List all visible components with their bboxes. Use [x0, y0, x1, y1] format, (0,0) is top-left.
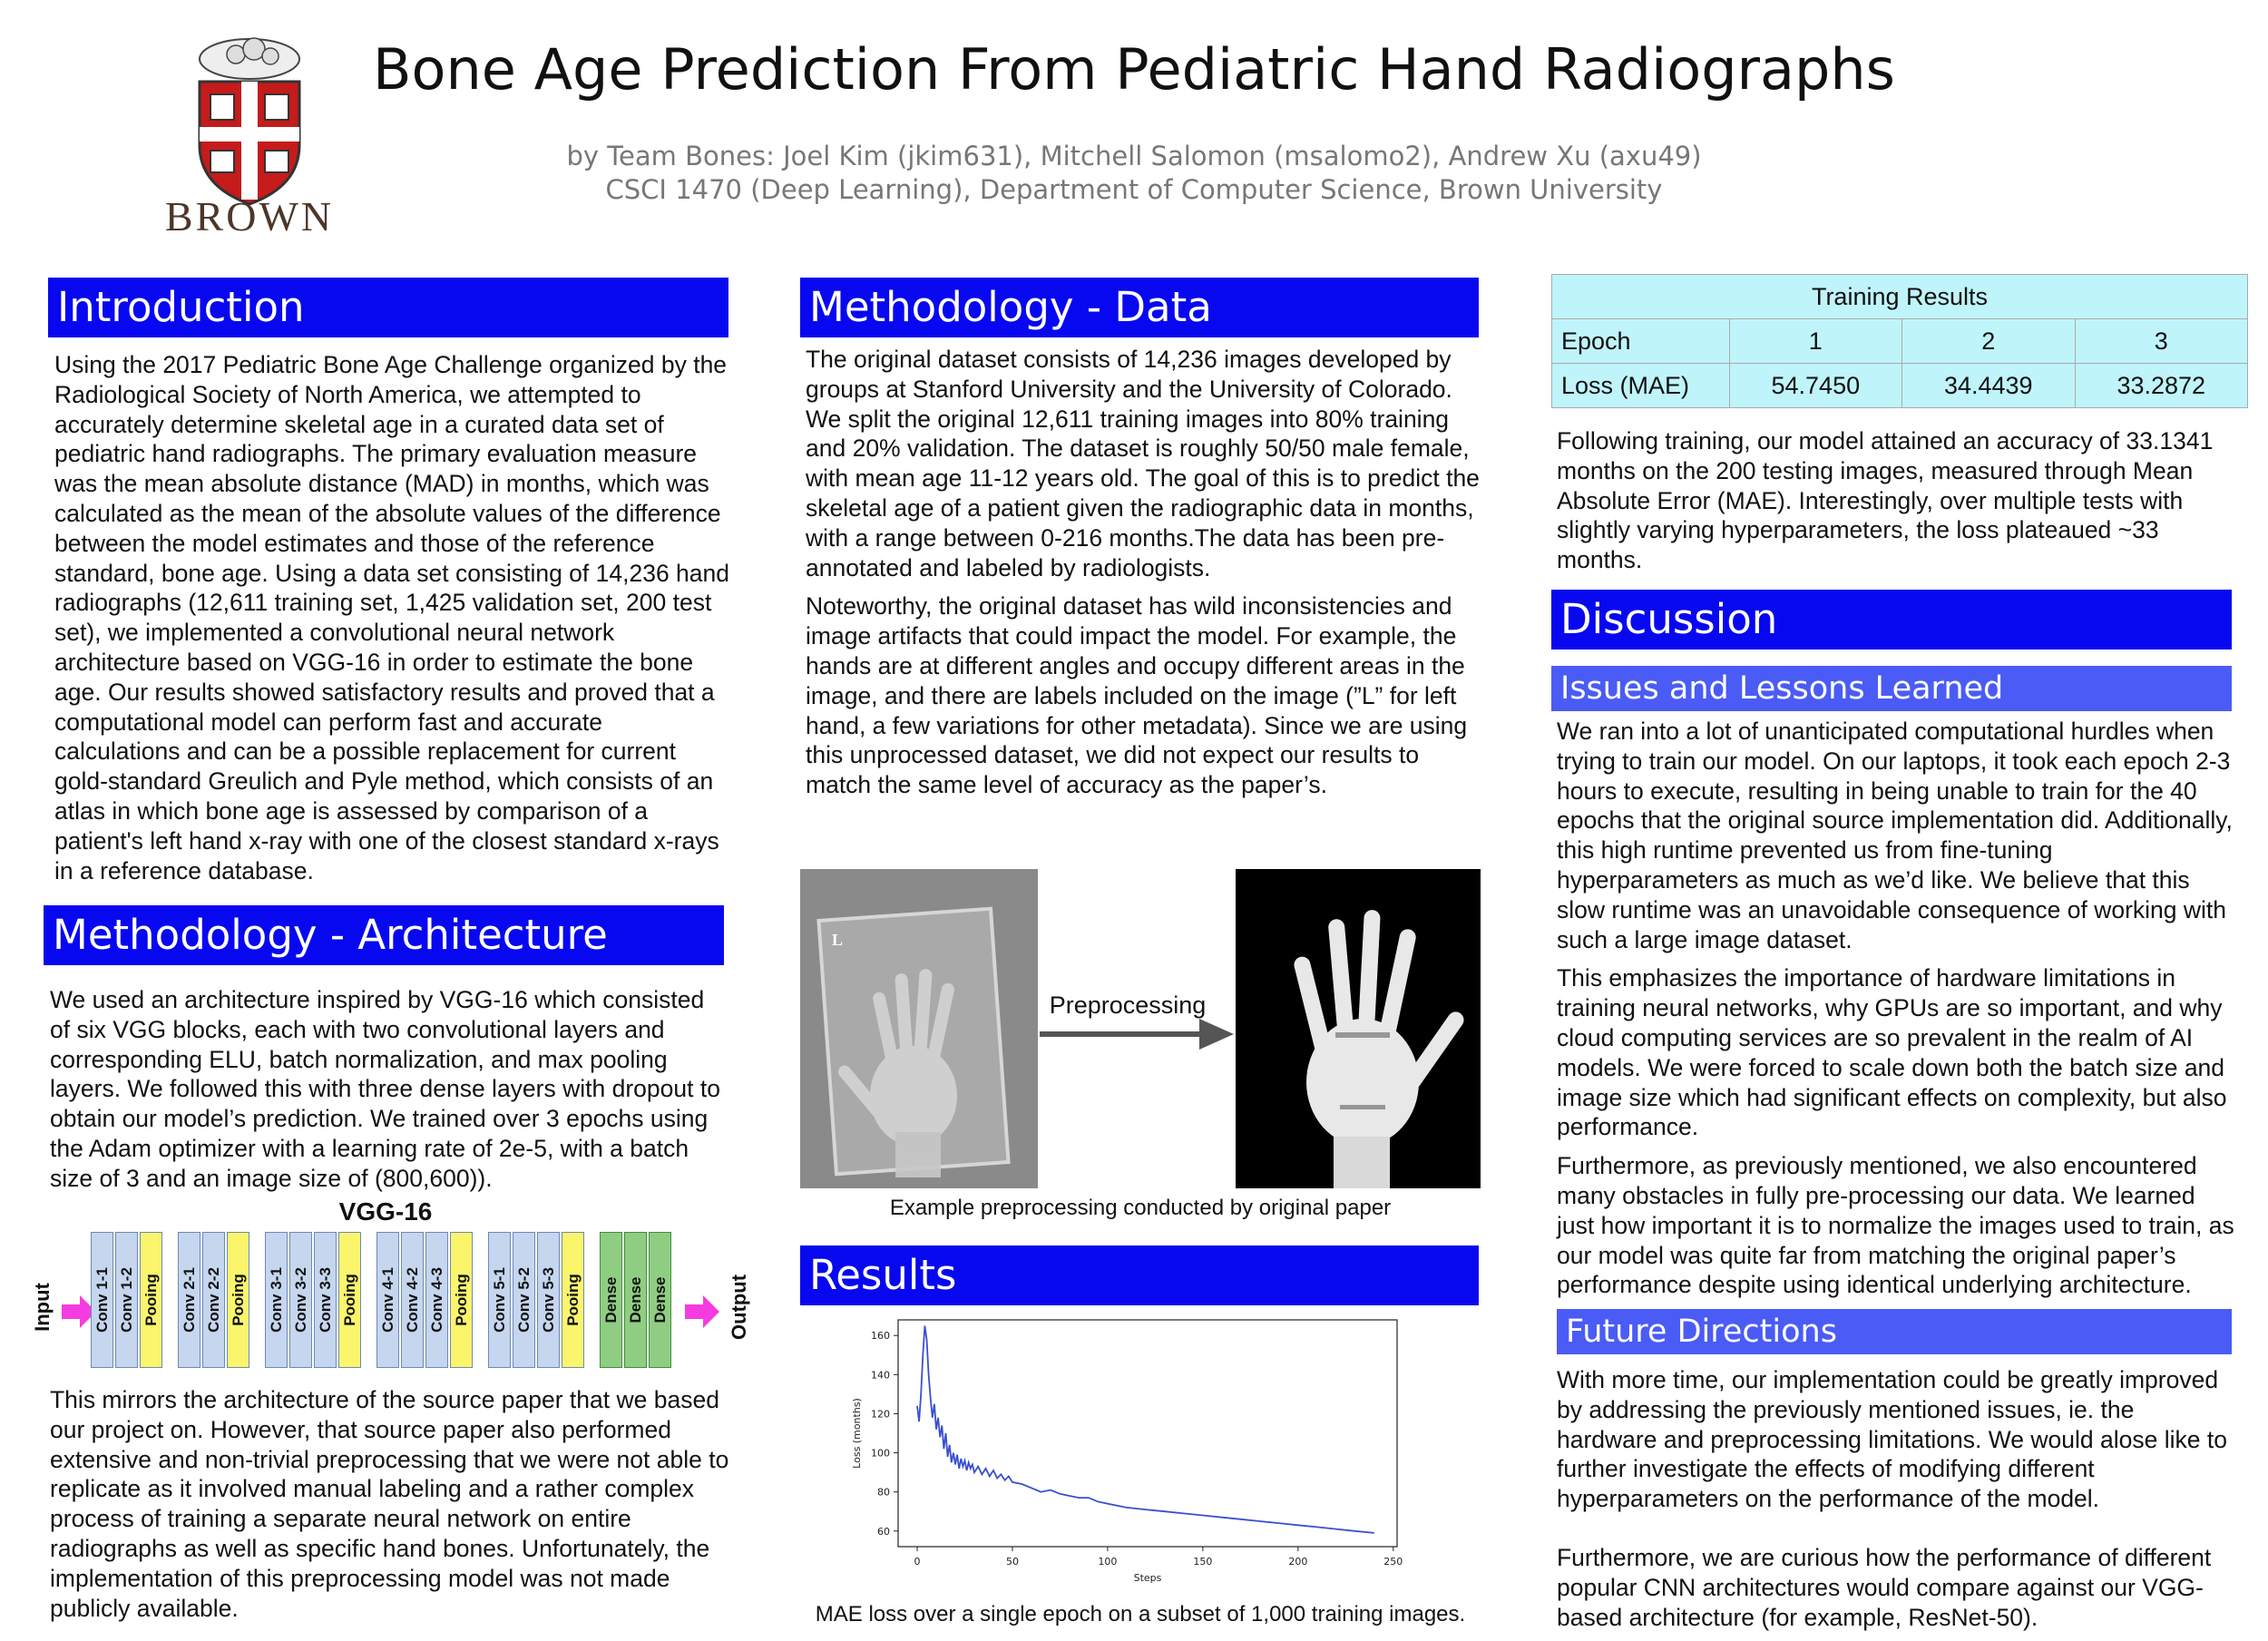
issues-text [1557, 717, 2237, 1309]
chart-caption: MAE loss over a single epoch on a subset of 1,000 training images. [815, 1602, 1466, 1626]
vgg-layer-label: Conv 5-3 [539, 1267, 557, 1333]
vgg-layer-label: Dense [650, 1276, 669, 1324]
x-tick-label: 250 [1383, 1556, 1403, 1568]
vgg-layer-label: Conv 4-2 [403, 1267, 421, 1333]
brown-wordmark: BROWN [164, 193, 335, 239]
vgg-layer-1-1 [91, 1232, 113, 1368]
vgg-layer-label: Pooing [340, 1274, 358, 1326]
vgg-layer-6-1 [600, 1232, 622, 1368]
output-label: Output [728, 1274, 750, 1341]
vgg-layer-4-2 [401, 1232, 424, 1368]
issues-paragraph-1: We ran into a lot of unanticipated computational hurdles when trying to train our model. On our laptops, it took each epoch 2-3 hours to execute, resulting in being unable to train for the 40 epochs that the original source implementation did. Additionally, this high runtime prevented us from fine-tuning hyperparameters as much as we’d like. We believe that this slow runtime was an unavoidable consequence of working with such a large image dataset. [1557, 718, 2233, 953]
loss-cell-3: 33.2872 [2075, 364, 2247, 408]
vgg-layer-label: Conv 2-2 [204, 1267, 222, 1333]
vgg-layer-label: Pooing [229, 1274, 247, 1326]
vgg-layer-3-2 [289, 1232, 312, 1368]
vgg-layer-label: Conv 5-2 [514, 1267, 533, 1333]
issues-heading: Issues and Lessons Learned [1551, 666, 2232, 711]
epoch-cell-3: 3 [2075, 319, 2247, 364]
authors: by Team Bones: Joel Kim (jkim631), Mitchell Salomon (msalomo2), Andrew Xu (axu49) [566, 141, 1702, 171]
vgg-layer-label: Conv 4-1 [378, 1267, 396, 1333]
figure-caption: Example preprocessing conducted by original paper [889, 1196, 1392, 1220]
architecture-paragraph-2: This mirrors the architecture of the source paper that we based our project on. However, that source paper also performed extensive and non-trivial preprocessing that we were not able to replicate as it involved manual labeling and a rather complex process of training a separate neural network on entire radiographs as well as specific hand bones. Unfortunately, the implementation of this preprocessing model was not made publicly available. [50, 1386, 729, 1622]
loss-cell-2: 34.4439 [1902, 364, 2075, 408]
x-tick-label: 200 [1288, 1556, 1308, 1568]
y-tick-label: 80 [877, 1486, 890, 1499]
preprocessing-arrow-icon [1040, 1019, 1236, 1050]
data-heading: Methodology - Data [800, 278, 1479, 337]
vgg-layer-label: Conv 3-2 [291, 1267, 309, 1333]
vgg-layer-1-3 [140, 1232, 162, 1368]
training-results-paragraph: Following training, our model attained an accuracy of 33.1341 months on the 200 testing images, measured through Mean Absolute Error (MAE). Interestingly, over multiple tests with slightly varying hyperparameters, the loss plateaued ~33 months. [1557, 427, 2214, 574]
x-tick-label: 0 [914, 1556, 921, 1568]
vgg-layer-3-4 [338, 1232, 361, 1368]
vgg-layer-3-1 [265, 1232, 288, 1368]
epoch-cell-2: 2 [1902, 319, 2075, 364]
epoch-label-cell: Epoch [1552, 319, 1730, 364]
vgg-layer-2-3 [227, 1232, 249, 1368]
raw-xray-image [800, 869, 1038, 1188]
y-tick-label: 120 [871, 1408, 890, 1421]
introduction-heading: Introduction [48, 278, 728, 337]
architecture-paragraph-1: We used an architecture inspired by VGG-16 which consisted of six VGG blocks, each with two convolutional layers and corresponding ELU, batch normalization, and max pooling layers. We followed this with three dense layers with dropout to obtain our model’s prediction. We trained over 3 epochs using the Adam optimizer with a learning rate of 2e-5, with a batch size of 3 and an image size of (800,600)). [50, 986, 720, 1192]
vgg-layer-2-2 [202, 1232, 225, 1368]
vgg-layer-5-3 [537, 1232, 560, 1368]
data-text [806, 345, 1481, 809]
y-tick-label: 160 [871, 1330, 890, 1343]
y-tick-label: 140 [871, 1369, 890, 1382]
loss-label-cell: Loss (MAE) [1552, 364, 1730, 408]
training-results-text [1557, 426, 2233, 584]
y-tick-label: 60 [877, 1525, 890, 1538]
vgg-layer-5-4 [562, 1232, 584, 1368]
table-title: Training Results [1552, 275, 2248, 319]
data-paragraph-2: Noteworthy, the original dataset has wild inconsistencies and image artifacts that could impact the model. For example, the hands are at different angles and occupy different areas in the image, and there are labels included on the image (”L” for left hand, a few variations for other metadata). Since we are using this unprocessed dataset, we did not expect our results to match the same level of accuracy as the paper’s. [806, 592, 1468, 799]
vgg16-title: VGG-16 [338, 1197, 433, 1226]
epoch-cell-1: 1 [1729, 319, 1901, 364]
vgg-layer-5-1 [488, 1232, 511, 1368]
x-tick-label: 150 [1193, 1556, 1213, 1568]
future-heading: Future Directions [1557, 1309, 2232, 1354]
training-results-table [1551, 274, 2248, 408]
introduction-paragraph: Using the 2017 Pediatric Bone Age Challenge organized by the Radiological Society of North America, we attempted to accurately determine skeletal age in a curated data set of pediatric hand radiographs. The primary evaluation measure was the mean absolute distance (MAD) in months, which was calculated as the mean of the absolute values of the difference between the model estimates and those of the reference standard, bone age. Using a data set consisting of 14,236 hand radiographs (12,611 training set, 1,425 validation set, 200 test set), we implemented a convolutional neural network architecture based on VGG-16 in order to estimate the bone age. Our results showed satisfactory results and proved that a computational model can perform fast and accurate calculations and can be a possible replacement for current gold-standard Greulich and Pyle method, which consists of an atlas in which bone age is assessed by comparison of a patient's left hand x-ray with one of the closest standard x-rays in a reference database. [54, 351, 730, 884]
issues-paragraph-3: Furthermore, as previously mentioned, we also encountered many obstacles in fully pre-processing our data. We learned just how important it is to normalize the images used to train, as our model was quite far from matching the original paper’s performance despite using identical underlying architecture. [1557, 1152, 2234, 1299]
plot-frame [898, 1320, 1397, 1547]
affiliation: CSCI 1470 (Deep Learning), Department of Computer Science, Brown University [605, 174, 1663, 205]
vgg-layer-label: Conv 4-3 [427, 1267, 445, 1333]
architecture-text-2 [50, 1385, 730, 1632]
x-tick-label: 50 [1005, 1556, 1019, 1568]
vgg16-diagram [27, 1197, 750, 1383]
vgg-layer-4-3 [425, 1232, 448, 1368]
preprocessing-arrow-label: Preprocessing [1049, 991, 1207, 1019]
issues-paragraph-2: This emphasizes the importance of hardware limitations in training neural networks, why GPUs are so important, and why cloud computing services are so prevalent in the realm of AI models. We were forced to scale down both the batch size and image size which had significant effects on complexity, but also performance. [1557, 964, 2227, 1141]
y-axis-label: Loss (months) [851, 1398, 863, 1469]
introduction-text [54, 350, 730, 894]
vgg-layer-1-2 [115, 1232, 138, 1368]
vgg-layer-label: Conv 5-1 [490, 1267, 508, 1333]
raw-hand-xray-icon [800, 869, 1038, 1188]
future-paragraph-2: Furthermore, we are curious how the performance of different popular CNN architectures would compare against our VGG-based architecture (for example, ResNet-50). [1557, 1543, 2212, 1631]
x-axis-label: Steps [1133, 1572, 1162, 1583]
vgg-layer-label: Conv 2-1 [180, 1267, 198, 1333]
vgg-layer-label: Conv 3-3 [316, 1267, 334, 1333]
processed-hand-xray-icon [1236, 869, 1481, 1188]
loss-chart [844, 1311, 1406, 1583]
loss-cell-1: 54.7450 [1729, 364, 1901, 408]
x-tick-label: 100 [1098, 1556, 1118, 1568]
results-heading: Results [800, 1245, 1479, 1305]
vgg-layer-label: Pooing [142, 1274, 160, 1326]
processed-xray-image [1236, 869, 1481, 1188]
vgg-layer-6-3 [649, 1232, 671, 1368]
vgg-layer-4-1 [376, 1232, 399, 1368]
future-paragraph-1: With more time, our implementation could be greatly improved by addressing the previously mentioned issues, ie. the hardware and preprocessing limitations. We would alose like to further investigate the effects of modifying different hyperparameters on the performance of the model. [1557, 1366, 2227, 1513]
y-tick-label: 100 [871, 1447, 890, 1460]
vgg-layer-label: Conv 1-1 [93, 1267, 111, 1333]
vgg-layer-label: Pooing [452, 1274, 470, 1326]
discussion-heading: Discussion [1551, 590, 2232, 650]
data-paragraph-1: The original dataset consists of 14,236 images developed by groups at Stanford University and the University of Colorado. We split the original 12,611 training images into 80% training and 20% validation. The dataset is roughly 50/50 male female, with mean age 11-12 years old. The goal of this is to predict the skeletal age of a patient given the radiographic data in months, with a range between 0-216 months.The data has been pre-annotated and labeled by radiologists. [806, 346, 1480, 581]
xray-marker: L [832, 931, 844, 949]
vgg-layer-label: Dense [601, 1276, 620, 1324]
vgg-layer-label: Pooing [563, 1274, 582, 1326]
poster-title: Bone Age Prediction From Pediatric Hand Radiographs [373, 36, 1895, 103]
architecture-text-1 [50, 985, 730, 1203]
vgg-layer-2-1 [178, 1232, 200, 1368]
input-label: Input [31, 1283, 54, 1332]
vgg-layer-label: Conv 3-1 [267, 1267, 285, 1333]
vgg-layer-3-3 [314, 1232, 337, 1368]
future-text [1557, 1365, 2237, 1641]
output-arrow-icon [685, 1295, 721, 1328]
vgg-layer-4-4 [450, 1232, 473, 1368]
vgg-layer-label: Dense [626, 1276, 644, 1324]
vgg-layer-6-2 [624, 1232, 647, 1368]
vgg-layer-5-2 [513, 1232, 535, 1368]
vgg-layer-label: Conv 1-2 [117, 1267, 135, 1333]
architecture-heading: Methodology - Architecture [44, 905, 724, 965]
